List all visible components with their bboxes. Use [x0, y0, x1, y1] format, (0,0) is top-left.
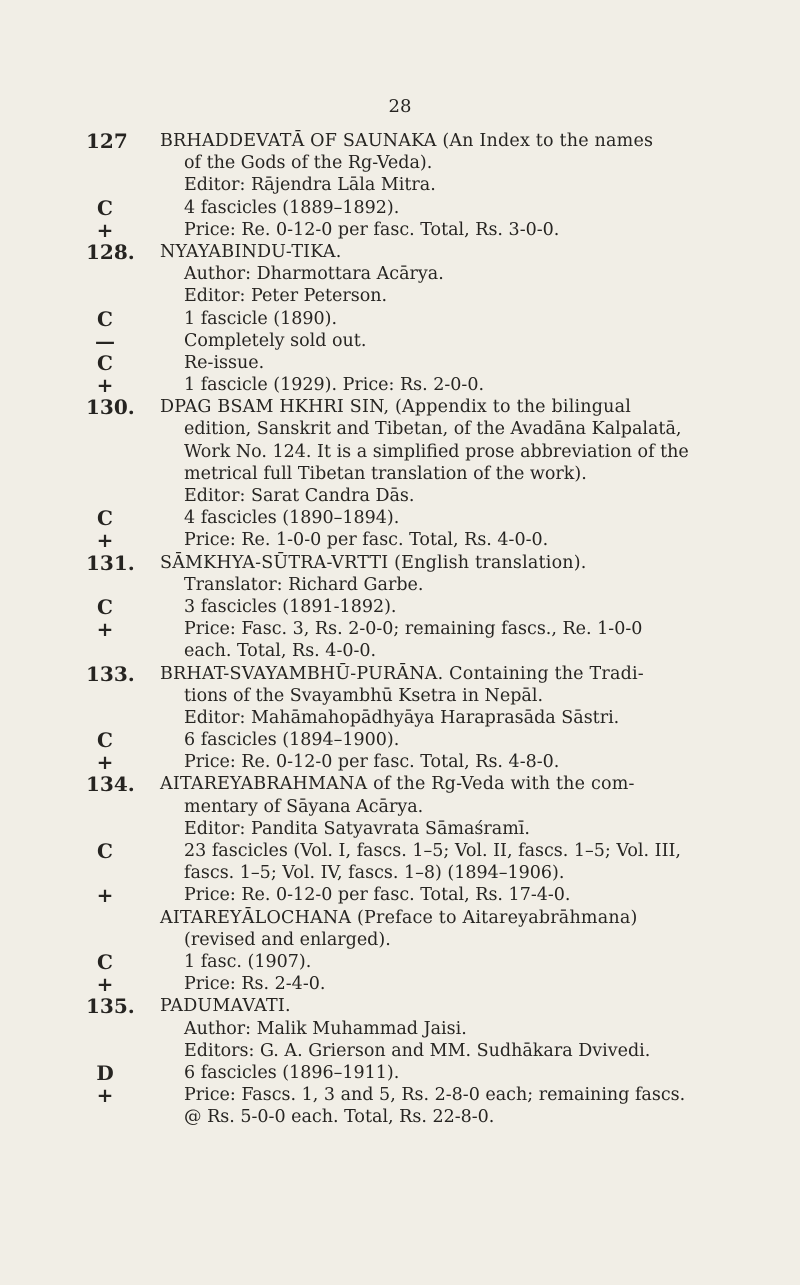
entry-detail: 3 fascicles (1891-1892). [184, 596, 397, 617]
category-marker: C [97, 195, 113, 220]
entry-detail: 1 fascicle (1929). Price: Rs. 2-0-0. [184, 375, 485, 396]
entry-title: PADUMAVATI. [160, 996, 291, 1017]
catalogue-line [0, 907, 800, 929]
entry-detail: Completely sold out. [184, 330, 367, 351]
entry-detail: Price: Re. 0-12-0 per fasc. Total, Rs. 4-8-0. [184, 752, 560, 773]
catalogue-line [0, 152, 800, 174]
catalogue-line [0, 352, 800, 374]
entry-detail: 4 fascicles (1890–1894). [184, 508, 400, 529]
entry-detail: Price: Rs. 2-4-0. [184, 974, 326, 995]
catalogue-line [0, 973, 800, 995]
category-marker: + [96, 1083, 114, 1108]
entry-detail: Price: Fascs. 1, 3 and 5, Rs. 2-8-0 each; remaining fascs. [184, 1085, 686, 1106]
entry-title: DPAG BSAM HKHRI SIN, (Appendix to the bilingual [160, 397, 632, 418]
entry-detail: Translator: Richard Garbe. [184, 574, 424, 595]
catalogue-line [0, 485, 800, 507]
catalogue-line [0, 374, 800, 396]
catalogue-list [0, 130, 800, 1128]
entry-detail: 6 fascicles (1896–1911). [184, 1062, 400, 1083]
catalogue-line [0, 219, 800, 241]
catalogue-line [0, 130, 800, 152]
catalogue-line [0, 929, 800, 951]
entry-detail: (revised and enlarged). [184, 929, 391, 950]
catalogue-line [0, 707, 800, 729]
entry-detail: Editor: Peter Peterson. [184, 286, 388, 307]
entry-detail: Editor: Mahāmahopādhyāya Haraprasāda Sāstri. [184, 707, 620, 728]
entry-detail: Editor: Rājendra Lāla Mitra. [184, 175, 436, 196]
category-marker: + [96, 883, 114, 908]
catalogue-line [0, 773, 800, 795]
entry-number: 134. [86, 772, 135, 797]
catalogue-line [0, 640, 800, 662]
entry-detail: Work No. 124. It is a simplified prose abbreviation of the [184, 441, 689, 462]
category-marker: C [97, 839, 113, 863]
entry-detail: Editor: Pandita Satyavrata Sāmaśramī. [184, 818, 530, 839]
catalogue-line [0, 751, 800, 773]
entry-detail: 1 fasc. (1907). [184, 951, 312, 972]
catalogue-line [0, 308, 800, 330]
entry-number: 131. [86, 550, 135, 575]
catalogue-line [0, 663, 800, 685]
entry-detail: Price: Fasc. 3, Rs. 2-0-0; remaining fascs., Re. 1-0-0 [184, 619, 643, 640]
entry-detail: 23 fascicles (Vol. I, fascs. 1–5; Vol. II, fascs. 1–5; Vol. III, [184, 841, 681, 861]
entry-detail: edition, Sanskrit and Tibetan, of the Avadāna Kalpalatā, [184, 419, 682, 440]
entry-detail: Price: Re. 1-0-0 per fasc. Total, Rs. 4-0-0. [184, 530, 549, 551]
catalogue-line [0, 285, 800, 307]
category-marker: + [96, 217, 114, 242]
catalogue-line [0, 174, 800, 196]
page-number: 28 [388, 96, 412, 117]
category-marker: + [96, 972, 114, 997]
entry-detail: Author: Malik Muhammad Jaisi. [184, 1018, 467, 1039]
entry-detail: fascs. 1–5; Vol. IV, fascs. 1–8) (1894–1906). [184, 863, 565, 884]
entry-number: 128. [86, 239, 135, 264]
catalogue-line [0, 685, 800, 707]
catalogue-line [0, 396, 800, 418]
catalogue-line [0, 1106, 800, 1128]
entry-title: BRHADDEVATĀ OF SAUNAKA (An Index to the names [160, 131, 654, 151]
catalogue-line [0, 507, 800, 529]
entry-detail: mentary of Sāyana Acārya. [184, 796, 424, 817]
catalogue-line [0, 1018, 800, 1040]
entry-title: AITAREYĀLOCHANA (Preface to Aitareyabrāhmana) [160, 907, 638, 928]
catalogue-line [0, 884, 800, 906]
catalogue-line [0, 951, 800, 973]
category-marker: C [97, 594, 113, 619]
entry-detail: @ Rs. 5-0-0 each. Total, Rs. 22-8-0. [184, 1107, 495, 1128]
category-marker: C [97, 949, 113, 974]
catalogue-line [0, 330, 800, 352]
catalogue-line [0, 1084, 800, 1106]
entry-number: 133. [86, 661, 135, 686]
catalogue-line [0, 529, 800, 551]
catalogue-line [0, 596, 800, 618]
entry-detail: each. Total, Rs. 4-0-0. [184, 641, 377, 662]
catalogue-line [0, 1062, 800, 1084]
catalogue-line [0, 1040, 800, 1062]
entry-detail: tions of the Svayambhū Ksetra in Nepāl. [184, 685, 544, 706]
category-marker: + [96, 373, 114, 398]
catalogue-line [0, 197, 800, 219]
entry-detail: Price: Re. 0-12-0 per fasc. Total, Rs. 3-0-0. [184, 219, 560, 240]
catalogue-line [0, 418, 800, 440]
category-marker: + [96, 617, 114, 642]
catalogue-line [0, 463, 800, 485]
entry-title: BRHAT-SVAYAMBHŪ-PURĀNA. Containing the Tradi- [160, 663, 644, 684]
catalogue-line [0, 618, 800, 640]
category-marker: C [97, 350, 113, 375]
category-marker: + [96, 528, 114, 553]
entry-detail: Re-issue. [184, 352, 265, 373]
entry-detail: Editors: G. A. Grierson and MM. Sudhākara Dvivedi. [184, 1040, 651, 1061]
entry-detail: 4 fascicles (1889–1892). [184, 197, 400, 218]
catalogue-line [0, 840, 800, 862]
catalogue-line [0, 818, 800, 840]
entry-detail: Editor: Sarat Candra Dās. [184, 486, 415, 506]
catalogue-line [0, 796, 800, 818]
entry-title: SĀMKHYA-SŪTRA-VRTTI (English translation). [160, 552, 587, 573]
catalogue-line [0, 263, 800, 285]
catalogue-line [0, 441, 800, 463]
catalogue-line [0, 574, 800, 596]
entry-detail: Price: Re. 0-12-0 per fasc. Total, Rs. 17-4-0. [184, 885, 571, 906]
category-marker: — [95, 328, 115, 353]
catalogue-line [0, 241, 800, 263]
catalogue-line [0, 862, 800, 884]
entry-number: 130. [86, 395, 135, 420]
catalogue-line [0, 729, 800, 751]
entry-detail: Author: Dharmottara Acārya. [184, 264, 444, 285]
entry-detail: of the Gods of the Rg-Veda). [184, 153, 433, 174]
category-marker: D [96, 1060, 114, 1085]
category-marker: + [96, 750, 114, 775]
catalogue-line [0, 995, 800, 1017]
entry-number: 135. [86, 994, 135, 1019]
category-marker: C [97, 306, 113, 331]
entry-detail: 6 fascicles (1894–1900). [184, 730, 400, 751]
entry-number: 127 [86, 129, 128, 153]
entry-detail: 1 fascicle (1890). [184, 308, 338, 329]
entry-detail: metrical full Tibetan translation of the work). [184, 463, 587, 484]
entry-title: AITAREYABRAHMANA of the Rg-Veda with the com- [160, 774, 635, 795]
catalogue-line [0, 552, 800, 574]
category-marker: C [97, 728, 113, 753]
category-marker: C [97, 506, 113, 531]
entry-title: NYAYABINDU-TIKA. [160, 241, 342, 262]
